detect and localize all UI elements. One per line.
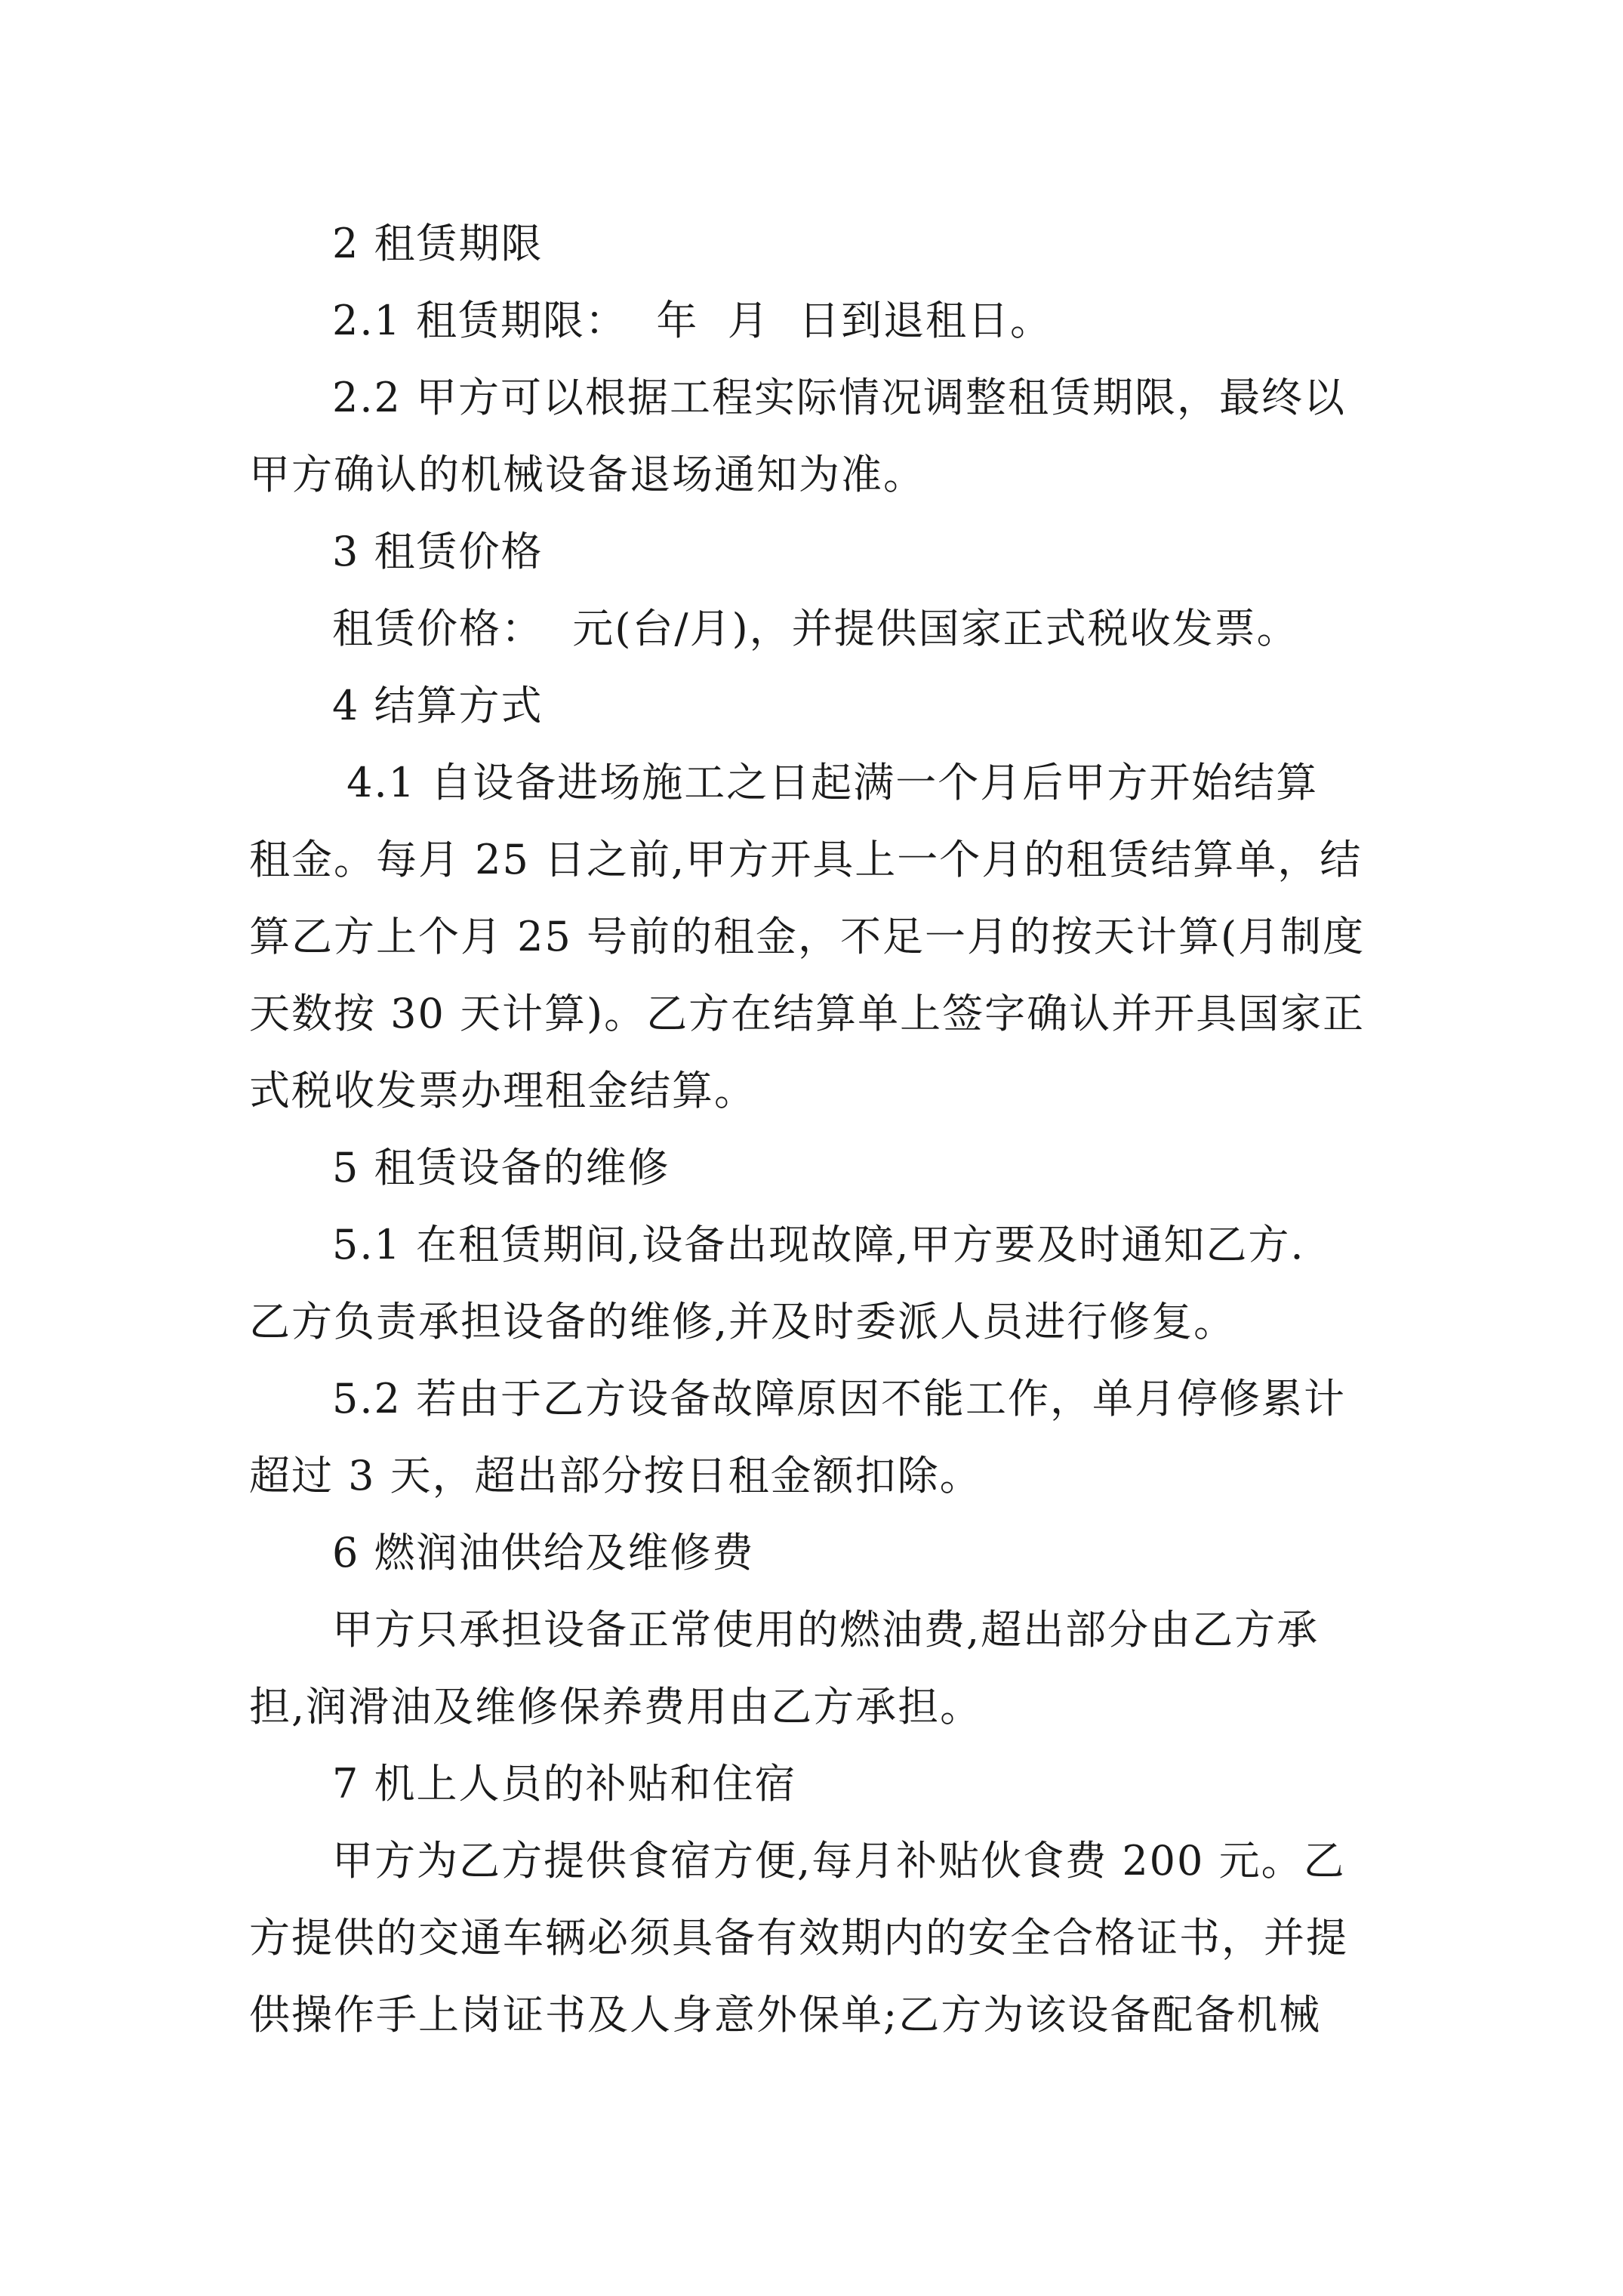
paragraph-line: 甲方确认的机械设备退场通知为准。: [249, 451, 925, 498]
paragraph-line: 4.1 自设备进场施工之日起满一个月后甲方开始结算: [332, 759, 1319, 806]
paragraph-line: 2.2 甲方可以根据工程实际情况调整租赁期限，最终以: [332, 374, 1347, 421]
paragraph-line: 天数按 30 天计算)。乙方在结算单上签字确认并开具国家正: [249, 990, 1366, 1037]
paragraph-line: 乙方负责承担设备的维修,并及时委派人员进行修复。: [249, 1298, 1236, 1345]
paragraph-line: 超过 3 天，超出部分按日租金额扣除。: [249, 1452, 982, 1499]
paragraph-line: 5.2 若由于乙方设备故障原因不能工作，单月停修累计: [332, 1375, 1347, 1422]
paragraph-line: 式税收发票办理租金结算。: [249, 1067, 756, 1114]
paragraph-line: 甲方只承担设备正常使用的燃油费,超出部分由乙方承: [332, 1606, 1320, 1653]
paragraph-line: 担,润滑油及维修保养费用由乙方承担。: [249, 1683, 983, 1730]
paragraph-line: 租赁价格： 元(台/月)，并提供国家正式税收发票。: [332, 605, 1299, 652]
paragraph-line: 租金。每月 25 日之前,甲方开具上一个月的租赁结算单，结: [249, 836, 1363, 883]
paragraph-line: 5.1 在租赁期间,设备出现故障,甲方要及时通知乙方.: [332, 1221, 1305, 1268]
paragraph-line: 算乙方上个月 25 号前的租金，不足一月的按天计算(月制度: [249, 913, 1366, 960]
paragraph-line: 甲方为乙方提供食宿方便,每月补贴伙食费 200 元。乙: [332, 1837, 1346, 1885]
section-heading-maintenance: 5 租赁设备的维修: [332, 1144, 670, 1191]
section-heading-lease-term: 2 租赁期限: [332, 220, 544, 267]
section-heading-fuel: 6 燃润油供给及维修费: [332, 1529, 755, 1576]
section-heading-staff-allowance: 7 机上人员的补贴和住宿: [332, 1760, 797, 1808]
paragraph-line: 方提供的交通车辆必须具备有效期内的安全合格证书，并提: [249, 1914, 1348, 1962]
document-page: [249, 205, 1381, 2054]
section-heading-settlement: 4 结算方式: [332, 682, 544, 729]
paragraph-line: 2.1 租赁期限： 年 月 日到退租日。: [332, 297, 1053, 344]
section-heading-lease-price: 3 租赁价格: [332, 528, 544, 575]
paragraph-line: 供操作手上岗证书及人身意外保单;乙方为该设备配备机械: [249, 1991, 1322, 2039]
